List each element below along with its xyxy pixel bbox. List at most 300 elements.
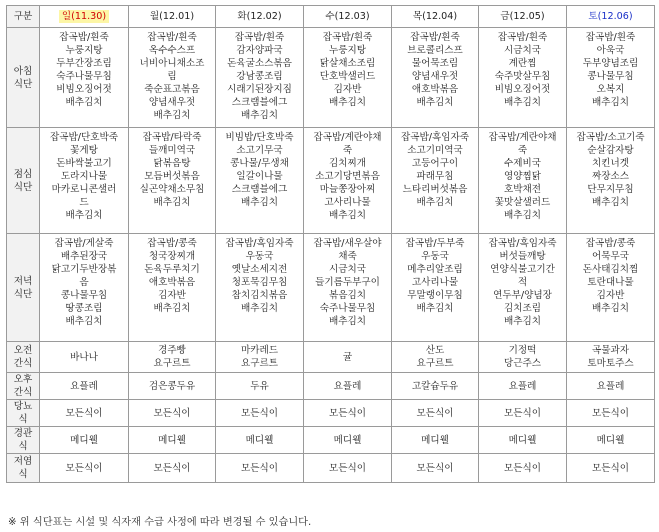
meal-item: 모든식이: [328, 462, 367, 474]
meal-item-list: [304, 28, 391, 109]
meal-item: 실곤약채소무침: [139, 184, 205, 195]
meal-cell-dinner-day-6: [567, 234, 655, 342]
meal-item: 잡곡밥/흰죽: [322, 32, 373, 43]
meal-item: 배추김치: [328, 210, 367, 221]
meal-cell-pm_snack-day-6: [567, 373, 655, 400]
meal-cell-am_snack-day-5: [479, 342, 567, 373]
meal-item: 배추김치: [65, 210, 103, 221]
meal-item: 요플레: [596, 380, 625, 392]
meal-item-list: [567, 234, 654, 315]
meal-item: 배추김치: [503, 210, 542, 221]
header-day-label: 목(12.04): [412, 11, 458, 22]
meal-item: 모든식이: [240, 407, 279, 419]
meal-item-list: [40, 462, 128, 475]
meal-item: 버섯들깨탕: [499, 251, 546, 262]
row-label-lunch: [7, 128, 40, 234]
meal-item-list: [40, 28, 128, 109]
meal-item-list: [304, 407, 391, 420]
meal-cell-pm_snack-day-1: [129, 373, 216, 400]
meal-item-list: [129, 234, 215, 315]
row-label-pm_snack: [7, 373, 40, 400]
row-label-dinner: [7, 234, 40, 342]
meal-item-list: [392, 128, 478, 209]
meal-cell-diabetic-day-0: [40, 400, 129, 427]
meal-cell-am_snack-day-0: [40, 342, 129, 373]
meal-item: 배추김치: [591, 97, 630, 108]
meal-item: 배추김치: [240, 110, 279, 121]
meal-item: 숙주나물무침: [56, 71, 112, 82]
meal-item-list: [129, 28, 215, 122]
meal-item: 기정떡: [508, 345, 537, 356]
meal-item: 콩나물/무생채: [230, 158, 289, 169]
meal-item-list: [216, 344, 303, 370]
meal-cell-low_salt-day-0: [40, 454, 129, 483]
row-label-line: 식단: [13, 181, 33, 193]
meal-cell-low_salt-day-1: [129, 454, 216, 483]
meal-item-list: [40, 351, 128, 364]
meal-row-dinner: [7, 234, 655, 342]
meal-item: 바나나: [70, 351, 98, 363]
meal-item: 숙주나물무침: [319, 303, 376, 314]
meal-row-low_salt: [7, 454, 655, 483]
meal-item: 배추김치: [416, 97, 454, 108]
meal-row-pm_snack: [7, 373, 655, 400]
meal-cell-tube-day-1: [129, 427, 216, 454]
meal-item: 브로콜리스프: [407, 45, 463, 56]
row-label-line: 당뇨: [13, 401, 33, 412]
meal-cell-breakfast-day-0: [40, 28, 129, 128]
meal-item: 무말랭이무침: [407, 290, 463, 301]
meal-item-list: [304, 380, 391, 393]
meal-item: 메디웰: [596, 434, 625, 446]
meal-cell-diabetic-day-5: [479, 400, 567, 427]
meal-item: 스크램블에그: [231, 184, 288, 195]
meal-item-list: [40, 407, 128, 420]
meal-item: 순살감자탕: [587, 145, 634, 156]
meal-item: 잡곡밥/타락죽: [142, 132, 202, 143]
meal-item-list: [304, 234, 391, 328]
meal-cell-am_snack-day-6: [567, 342, 655, 373]
header-day-4: [392, 6, 479, 28]
meal-item: 잡곡밥/새우살야: [313, 238, 382, 249]
meal-cell-breakfast-day-2: [216, 28, 304, 128]
meal-cell-dinner-day-2: [216, 234, 304, 342]
meal-item: 김자반: [333, 84, 362, 95]
meal-item: 돈육두루치기: [144, 264, 200, 275]
meal-item-list: [567, 434, 654, 447]
header-day-3: [304, 6, 392, 28]
row-label-line: 경관: [13, 428, 33, 439]
meal-item-list: [392, 434, 478, 447]
meal-item: 잡곡밥/흰죽: [497, 32, 548, 43]
meal-cell-low_salt-day-5: [479, 454, 567, 483]
meal-item: 죽: [517, 145, 528, 156]
header-day-0: [40, 6, 129, 28]
meal-item: 연두부/양념장: [493, 290, 552, 301]
meal-item: 모든식이: [65, 407, 103, 419]
meal-item: 배추김치: [328, 97, 367, 108]
meal-item: 애호박볶음: [411, 84, 459, 95]
row-label-line: 식: [18, 414, 28, 425]
meal-cell-pm_snack-day-4: [392, 373, 479, 400]
row-label-line: 식단: [13, 78, 33, 90]
meal-item: 연양식불고기간: [490, 264, 555, 275]
meal-cell-am_snack-day-1: [129, 342, 216, 373]
meal-item: 치킨너겟: [591, 158, 630, 169]
header-corner-label: 구분: [7, 6, 40, 28]
meal-item: 마카레드: [240, 345, 279, 356]
meal-item-list: [216, 462, 303, 475]
header-day-label: 금(12.05): [500, 11, 545, 22]
meal-item: 청국장찌개: [148, 251, 196, 262]
meal-item: 콩나물무침: [587, 71, 634, 82]
meal-item: 잡곡밥/게살죽: [54, 238, 114, 249]
meal-item: 적: [517, 277, 528, 288]
meal-item: 림: [167, 71, 177, 82]
meal-item: 경주빵: [158, 345, 186, 356]
meal-cell-dinner-day-3: [304, 234, 392, 342]
meal-item: 드: [79, 197, 89, 208]
meal-item: 꽃맛살샐러드: [494, 197, 551, 208]
meal-cell-lunch-day-6: [567, 128, 655, 234]
meal-item-list: [216, 28, 303, 122]
meal-item: 파래무침: [416, 171, 454, 182]
meal-cell-am_snack-day-3: [304, 342, 392, 373]
meal-item-list: [567, 344, 654, 370]
meal-item-list: [392, 462, 478, 475]
meal-item: 요구르트: [153, 358, 191, 369]
meal-item-list: [479, 462, 566, 475]
meal-item: 양념새우젓: [411, 71, 459, 82]
meal-item: 모듬버섯볶음: [144, 171, 200, 182]
meal-item-list: [392, 234, 478, 315]
meal-item-list: [392, 407, 478, 420]
meal-item: 김치찌개: [328, 158, 367, 169]
meal-item: 메디웰: [421, 434, 449, 446]
meal-cell-breakfast-day-6: [567, 28, 655, 128]
row-label-line: 식: [18, 469, 28, 480]
meal-item: 잡곡밥/흰죽: [234, 32, 285, 43]
meal-cell-diabetic-day-6: [567, 400, 655, 427]
row-label-am_snack: [7, 342, 40, 373]
meal-item: 꽃게탕: [70, 145, 98, 156]
meal-item: 메디웰: [508, 434, 537, 446]
meal-item: 배추김치: [65, 316, 103, 327]
meal-item: 들기름두부구이: [315, 277, 380, 288]
meal-item: 요구르트: [240, 358, 279, 369]
meal-item: 잡곡밥/콩죽: [147, 238, 197, 249]
header-day-2: [216, 6, 304, 28]
meal-item: 산도: [425, 345, 445, 356]
meal-item: 볶음김치: [328, 290, 367, 301]
meal-item: 모든식이: [591, 407, 630, 419]
row-label-line: 오전: [13, 345, 33, 356]
header-day-label: 화(12.02): [237, 11, 282, 22]
meal-item-list: [479, 380, 566, 393]
meal-item: 잡곡밥/소고기죽: [576, 132, 645, 143]
meal-item: 모든식이: [153, 407, 191, 419]
meal-item: 배추김치: [240, 197, 279, 208]
meal-item: 잡곡밥/콩죽: [585, 238, 636, 249]
meal-item: 양념새우젓: [148, 97, 196, 108]
meal-item: 수제비국: [503, 158, 542, 169]
row-label-line: 식단: [13, 288, 33, 300]
meal-item-list: [129, 380, 215, 393]
meal-cell-diabetic-day-4: [392, 400, 479, 427]
meal-cell-dinner-day-0: [40, 234, 129, 342]
meal-item-list: [129, 344, 215, 370]
meal-item-list: [479, 234, 566, 328]
meal-item: 배추김치: [153, 197, 191, 208]
meal-cell-low_salt-day-4: [392, 454, 479, 483]
meal-item: 비빔밥/단호박죽: [225, 132, 294, 143]
meal-item: 배추김치: [503, 316, 542, 327]
meal-cell-pm_snack-day-5: [479, 373, 567, 400]
meal-row-diabetic: [7, 400, 655, 427]
meal-item: 강남콩조림: [236, 71, 283, 82]
meal-cell-pm_snack-day-2: [216, 373, 304, 400]
meal-item: 토란대나물: [587, 277, 634, 288]
meal-cell-lunch-day-4: [392, 128, 479, 234]
meal-item-list: [304, 351, 391, 364]
meal-item-list: [567, 462, 654, 475]
meal-item: 우동국: [421, 251, 449, 262]
meal-item: 소고기무국: [236, 145, 283, 156]
meal-item: 모든식이: [65, 462, 103, 474]
meal-item-list: [40, 434, 128, 447]
meal-item: 메디웰: [158, 434, 186, 446]
meal-item: 고칼슘두유: [411, 380, 459, 392]
meal-item: 아욱국: [596, 45, 625, 56]
meal-item: 땅콩조림: [65, 303, 103, 314]
meal-item: 메추리알조림: [407, 264, 463, 275]
meal-row-breakfast: [7, 28, 655, 128]
row-label-line: 저염: [13, 456, 33, 467]
meal-item-list: [129, 462, 215, 475]
meal-cell-lunch-day-5: [479, 128, 567, 234]
meal-item: 배추김치: [240, 303, 279, 314]
meal-item: 잡곡밥/단호박죽: [49, 132, 119, 143]
meal-cell-tube-day-4: [392, 427, 479, 454]
row-label-line: 간식: [13, 358, 33, 369]
row-label-tube: [7, 427, 40, 454]
meal-item: 짜장소스: [591, 171, 630, 182]
meal-item-list: [216, 380, 303, 393]
meal-item: 두유: [250, 380, 269, 392]
meal-item: 채죽: [338, 251, 357, 262]
meal-item: 어묵무국: [591, 251, 630, 262]
meal-item: 시금치국: [503, 45, 542, 56]
meal-item: 잡곡밥/두부죽: [405, 238, 465, 249]
meal-item: 배추김치: [503, 97, 542, 108]
meal-item: 배추김치: [153, 303, 191, 314]
meal-item: 마카로니콘샐러: [51, 184, 117, 195]
row-label-line: 식: [18, 441, 28, 452]
meal-item: 비빔오징어젓: [494, 84, 551, 95]
meal-item-list: [567, 380, 654, 393]
meal-item-list: [304, 462, 391, 475]
meal-item-list: [479, 344, 566, 370]
meal-item: 비빔오징어젓: [56, 84, 112, 95]
row-label-line: 저녁: [13, 275, 33, 287]
row-label-diabetic: [7, 400, 40, 427]
row-label-line: 간식: [13, 387, 33, 398]
meal-item: 두부간장조림: [56, 58, 112, 69]
meal-cell-breakfast-day-5: [479, 28, 567, 128]
meal-item: 요플레: [333, 380, 362, 392]
meal-row-lunch: [7, 128, 655, 234]
meal-item-list: [392, 28, 478, 109]
meal-item: 모든식이: [240, 462, 279, 474]
meal-item: 도라지나물: [60, 171, 108, 182]
meal-item: 잡곡밥/흰죽: [147, 32, 197, 43]
meal-item: 누룽지탕: [328, 45, 367, 56]
meal-item: 잡곡밥/흰죽: [410, 32, 460, 43]
meal-item: 고사리나물: [411, 277, 459, 288]
meal-item-list: [129, 128, 215, 209]
meal-cell-am_snack-day-2: [216, 342, 304, 373]
meal-item: 스크램블에그: [231, 97, 288, 108]
meal-item: 잡곡밥/계란야채: [488, 132, 557, 143]
meal-cell-breakfast-day-3: [304, 28, 392, 128]
meal-item-list: [40, 234, 128, 328]
weekly-meal-table-wrapper: [6, 5, 655, 483]
meal-item: 시금치국: [328, 264, 367, 275]
meal-item: 잡곡밥/계란야채: [313, 132, 382, 143]
meal-item-list: [129, 407, 215, 420]
meal-item-list: [479, 434, 566, 447]
meal-cell-tube-day-5: [479, 427, 567, 454]
meal-item: 감자양파국: [236, 45, 283, 56]
meal-item: 잡곡밥/흑임자죽: [225, 238, 294, 249]
header-day-6: [567, 6, 655, 28]
meal-item: 우동국: [245, 251, 274, 262]
meal-item: 음: [79, 277, 89, 288]
row-label-line: 아침: [13, 65, 33, 77]
meal-item-list: [479, 407, 566, 420]
meal-item: 돈사태김치찜: [582, 264, 639, 275]
meal-item: 고등어구이: [411, 158, 459, 169]
meal-cell-tube-day-3: [304, 427, 392, 454]
meal-cell-low_salt-day-3: [304, 454, 392, 483]
row-label-line: 점심: [13, 168, 33, 180]
footnote: ※ 위 식단표는 시설 및 식자재 수급 사정에 따라 변경될 수 있습니다.: [8, 517, 312, 528]
meal-item: 배추김치: [65, 97, 103, 108]
meal-item: 배추김치: [416, 303, 454, 314]
meal-item: 배추김치: [591, 303, 630, 314]
header-row: [7, 6, 655, 28]
meal-item: 검은콩두유: [148, 380, 196, 392]
meal-cell-low_salt-day-2: [216, 454, 304, 483]
meal-item: 요플레: [508, 380, 537, 392]
header-day-label: 수(12.03): [325, 11, 370, 22]
meal-item: 단호박샐러드: [319, 71, 376, 82]
meal-table-body: [7, 28, 655, 483]
meal-cell-lunch-day-3: [304, 128, 392, 234]
meal-cell-dinner-day-4: [392, 234, 479, 342]
meal-item-list: [129, 434, 215, 447]
meal-item: 오복지: [596, 84, 625, 95]
meal-item-list: [567, 128, 654, 209]
meal-item: 시래기된장지짐: [227, 84, 292, 95]
meal-item: 모든식이: [328, 407, 367, 419]
meal-item: 고사리나물: [324, 197, 371, 208]
meal-cell-diabetic-day-1: [129, 400, 216, 427]
meal-item: 콩나물무침: [60, 290, 108, 301]
meal-cell-diabetic-day-2: [216, 400, 304, 427]
meal-item-list: [567, 407, 654, 420]
meal-item: 영양찜닭: [503, 171, 542, 182]
meal-item-list: [304, 128, 391, 222]
meal-cell-breakfast-day-1: [129, 28, 216, 128]
meal-cell-lunch-day-1: [129, 128, 216, 234]
meal-item-list: [216, 234, 303, 315]
meal-item: 모든식이: [416, 407, 454, 419]
meal-item: 참치김치볶음: [231, 290, 288, 301]
meal-cell-dinner-day-5: [479, 234, 567, 342]
row-label-low_salt: [7, 454, 40, 483]
meal-item-list: [216, 128, 303, 209]
meal-item: 배추김치: [591, 197, 630, 208]
meal-item-list: [40, 380, 128, 393]
meal-item: 모든식이: [153, 462, 191, 474]
meal-item: 호박채전: [503, 184, 542, 195]
meal-item: 메디웰: [333, 434, 362, 446]
header-day-label: 토(12.06): [588, 11, 633, 22]
meal-item-list: [567, 28, 654, 109]
meal-item: 소고기당면볶음: [315, 171, 380, 182]
meal-cell-pm_snack-day-3: [304, 373, 392, 400]
header-day-5: [479, 6, 567, 28]
meal-item: 돈바싹불고기: [56, 158, 112, 169]
meal-item: 메디웰: [70, 434, 98, 446]
meal-item-list: [216, 434, 303, 447]
meal-item-list: [479, 128, 566, 222]
meal-item: 너비아니채소조: [139, 58, 205, 69]
meal-item: 김자반: [158, 290, 186, 301]
meal-item: 옥수수스프: [148, 45, 196, 56]
meal-item: 배추김치: [328, 316, 367, 327]
meal-cell-tube-day-6: [567, 427, 655, 454]
meal-item: 청포묵김무침: [231, 277, 288, 288]
meal-item: 모든식이: [503, 407, 542, 419]
header-day-1: [129, 6, 216, 28]
meal-item: 모든식이: [416, 462, 454, 474]
meal-item: 소고기미역국: [407, 145, 463, 156]
meal-item: 잡곡밥/흑임자죽: [400, 132, 470, 143]
meal-item: 요구르트: [416, 358, 454, 369]
meal-item: 당근주스: [503, 358, 542, 369]
meal-item: 숙주맛살무침: [494, 71, 551, 82]
meal-item: 느타리버섯볶음: [402, 184, 468, 195]
meal-item: 배추된장국: [60, 251, 108, 262]
meal-item: 닭볶음탕: [153, 158, 191, 169]
meal-item: 토마토주스: [587, 358, 634, 369]
meal-row-tube: [7, 427, 655, 454]
meal-item: 귤: [342, 351, 353, 363]
meal-item: 메디웰: [245, 434, 274, 446]
meal-item: 닭고기두반장볶: [51, 264, 117, 275]
meal-item: 잡곡밥/흑임자죽: [488, 238, 557, 249]
meal-item: 죽: [342, 145, 353, 156]
meal-item: 모든식이: [591, 462, 630, 474]
meal-cell-lunch-day-0: [40, 128, 129, 234]
meal-item: 모든식이: [503, 462, 542, 474]
meal-item: 옛날소세지전: [231, 264, 288, 275]
meal-item: 일갈이나물: [236, 171, 283, 182]
meal-item-list: [216, 407, 303, 420]
meal-item-list: [392, 380, 478, 393]
